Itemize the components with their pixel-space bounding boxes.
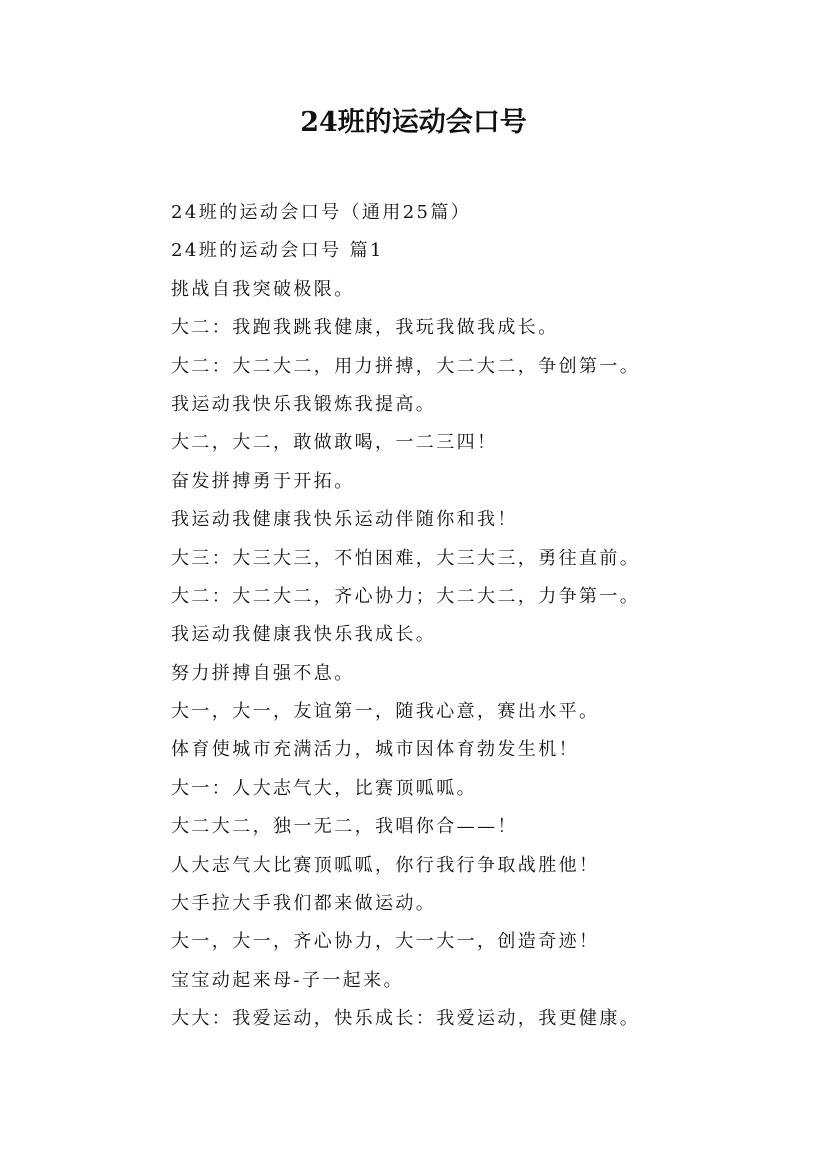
document-title: 24班的运动会口号 [300,107,527,138]
slogan-line: 奋发拼搏勇于开拓。 [171,470,355,492]
slogan-line: 体育使城市充满活力，城市因体育勃发生机！ [171,739,579,761]
slogan-line: 大二大二，独一无二，我唱你合——！ [171,816,518,838]
slogan-line: 宝宝动起来母-子一起来。 [171,969,404,991]
slogan-line: 大手拉大手我们都来做运动。 [171,893,437,915]
slogan-line: 大三：大三大三，不怕困难，大三大三，勇往直前。 [171,547,641,569]
slogan-line: 大一：人大志气大，比赛顶呱呱。 [171,777,477,799]
slogan-line: 大一，大一，齐心协力，大一大一，创造奇迹！ [171,931,600,953]
slogan-line: 大二：大二大二，齐心协力；大二大二，力争第一。 [171,585,641,607]
slogan-line: 大一，大一，友谊第一，随我心意，赛出水平。 [171,701,600,723]
slogan-line: 大大：我爱运动，快乐成长：我爱运动，我更健康。 [171,1008,641,1030]
slogan-line: 大二，大二，敢做敢喝，一二三四！ [171,432,498,454]
slogan-list [171,194,691,1039]
slogan-line: 大二：我跑我跳我健康，我玩我做我成长。 [171,317,559,339]
slogan-line: 努力拼搏自强不息。 [171,662,355,684]
slogan-line: 人大志气大比赛顶呱呱，你行我行争取战胜他！ [171,854,600,876]
slogan-line: 大二：大二大二，用力拼搏，大二大二，争创第一。 [171,355,641,377]
slogan-line: 挑战自我突破极限。 [171,278,355,300]
document-subtitle: 24班的运动会口号（通用25篇） [171,202,472,223]
slogan-line: 我运动我快乐我锻炼我提高。 [171,393,437,415]
section-heading: 24班的运动会口号 篇1 [171,240,384,262]
slogan-line: 我运动我健康我快乐我成长。 [171,624,437,646]
slogan-line: 我运动我健康我快乐运动伴随你和我！ [171,509,518,531]
